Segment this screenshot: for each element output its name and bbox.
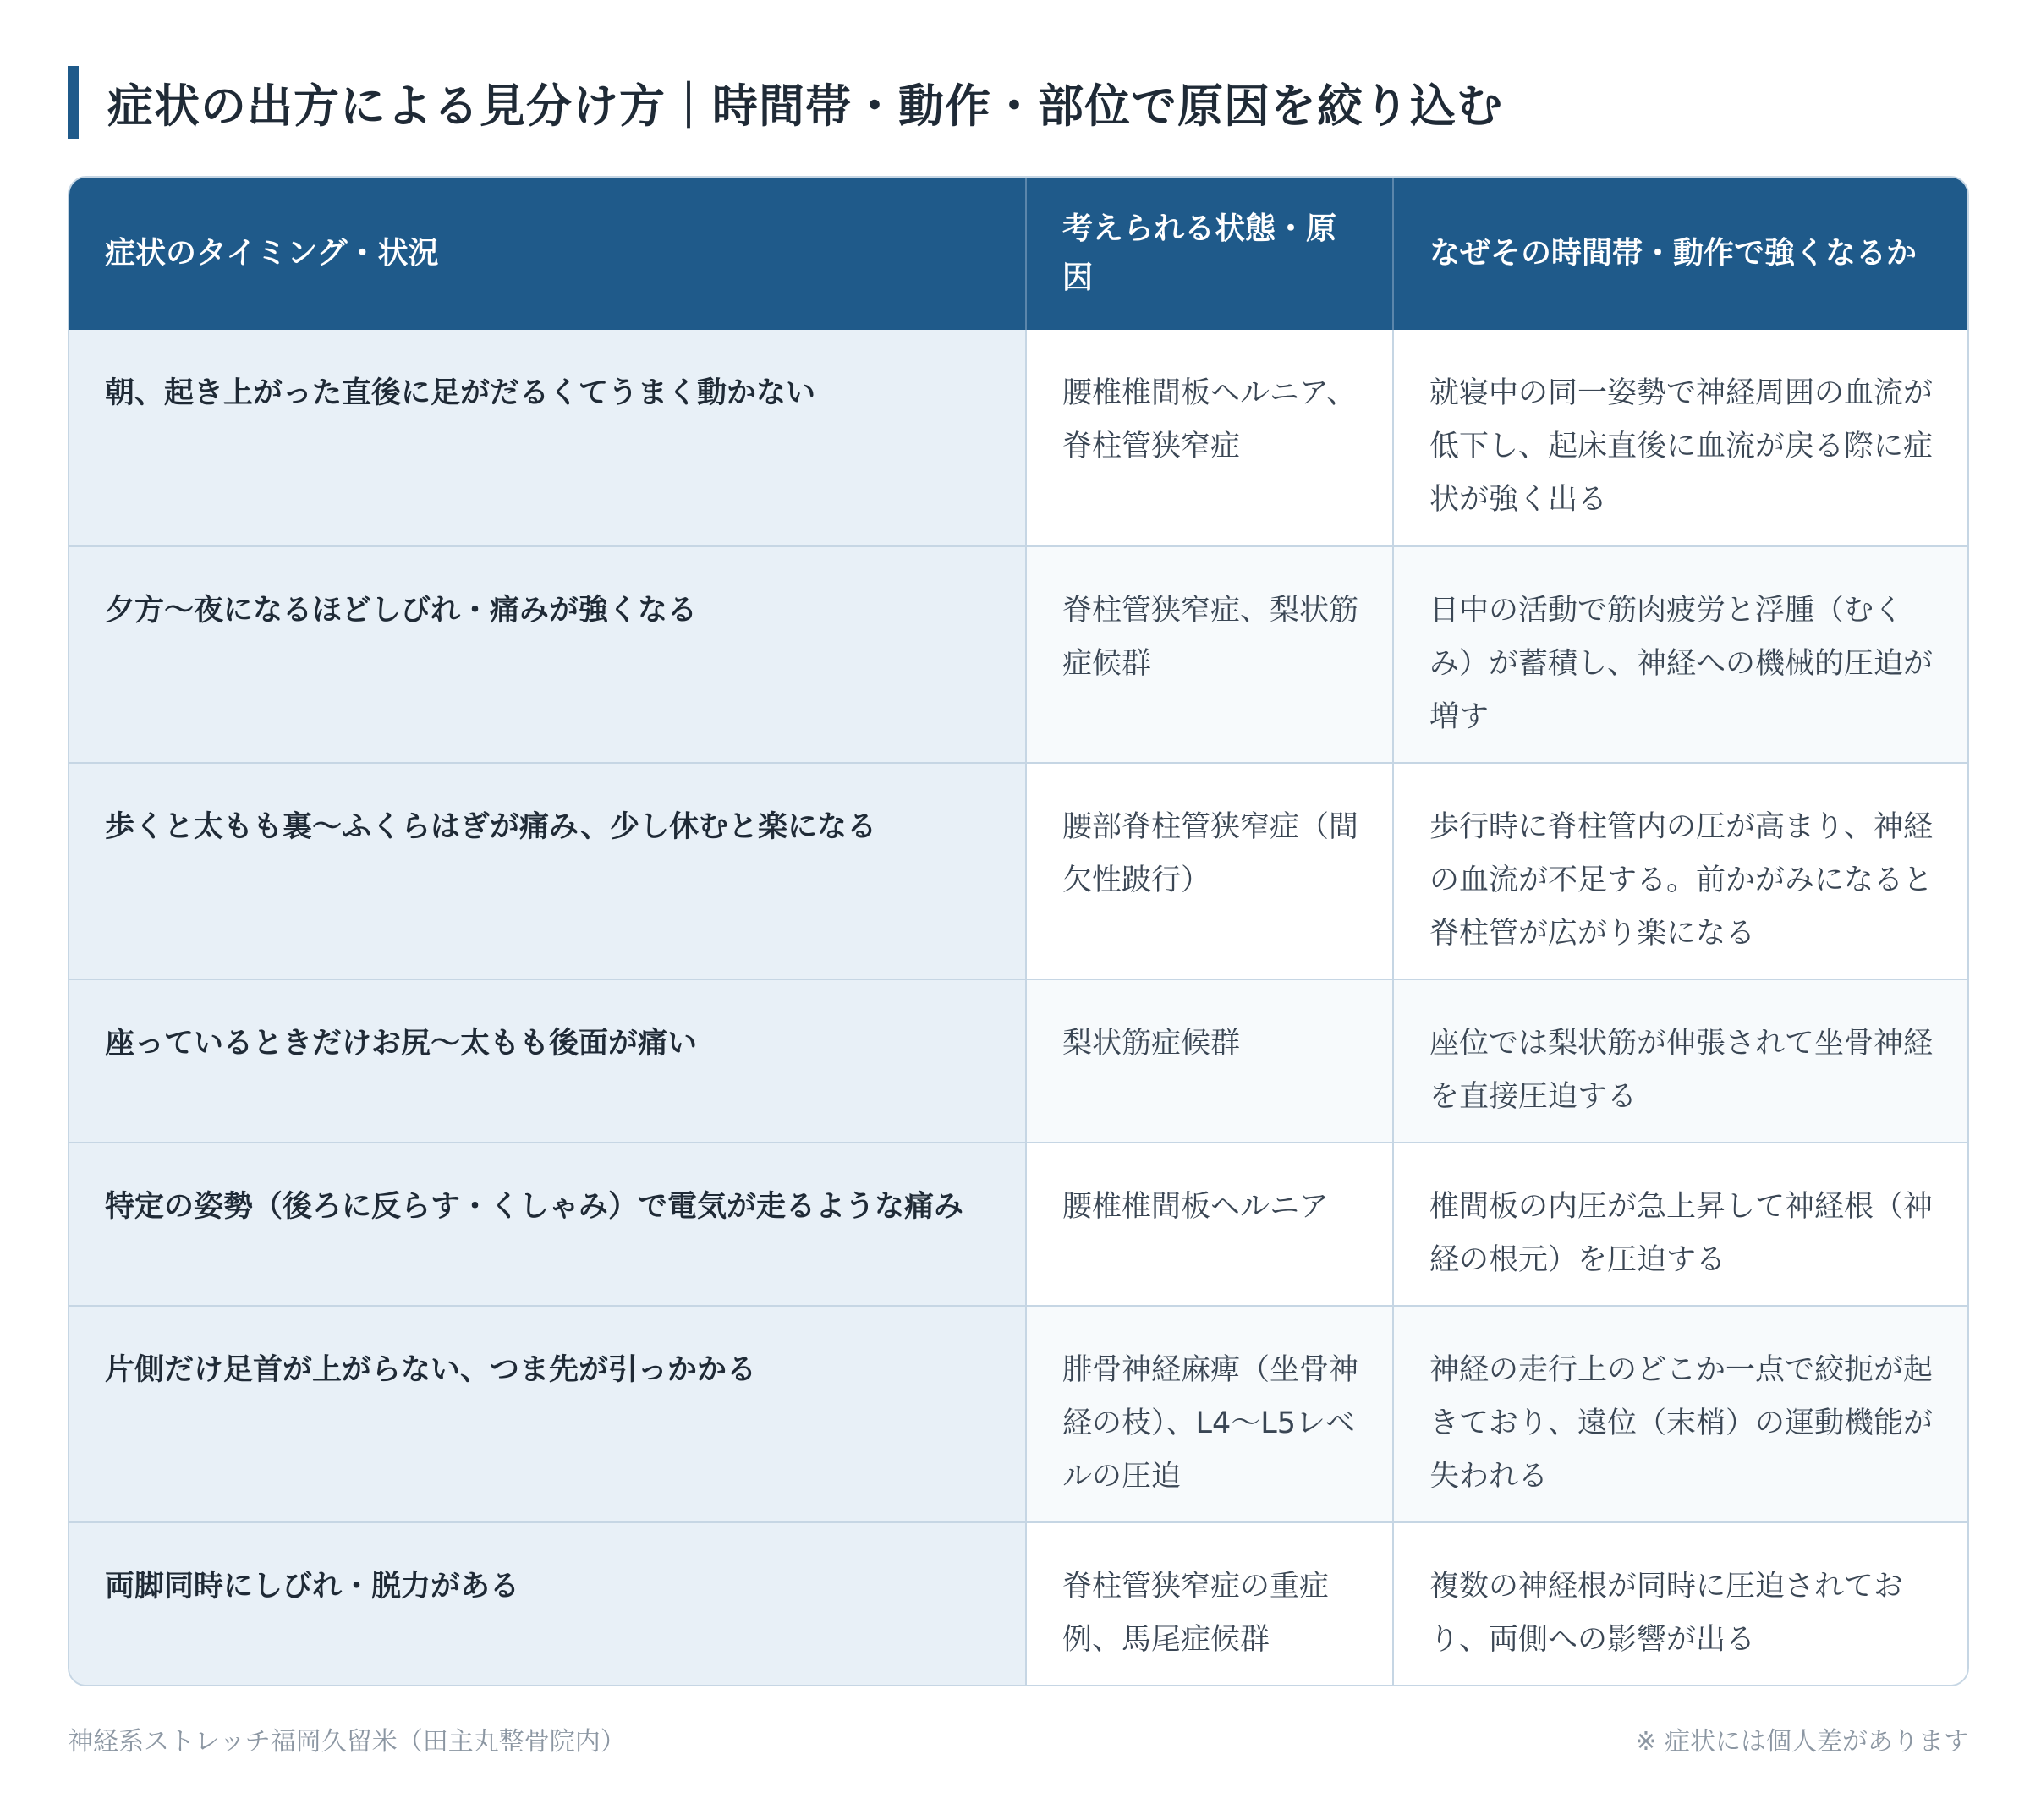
title-accent-bar [68,66,79,139]
footer-note: ※ 症状には個人差があります [1635,1727,1969,1757]
table-row [69,1522,1967,1686]
cause-cell: 脊柱管狭窄症、梨状筋症候群 [1026,546,1393,763]
table-row [69,1306,1967,1522]
reason-cell: 神経の走行上のどこか一点で絞扼が起きており、遠位（末梢）の運動機能が失われる [1393,1306,1967,1522]
footer-source: 神経系ストレッチ福岡久留米（田主丸整骨院内） [68,1727,626,1757]
cause-cell: 腓骨神経麻痺（坐骨神経の枝）、L4〜L5レベルの圧迫 [1026,1306,1393,1522]
symptom-cell: 片側だけ足首が上がらない、つま先が引っかかる [69,1306,1026,1522]
table-row [69,546,1967,763]
table-header [69,178,1967,330]
symptom-cell: 歩くと太もも裏〜ふくらはぎが痛み、少し休むと楽になる [69,763,1026,979]
symptom-table [69,178,1967,1686]
symptom-cell: 特定の姿勢（後ろに反らす・くしゃみ）で電気が走るような痛み [69,1143,1026,1306]
header-symptom: 症状のタイミング・状況 [69,178,1026,330]
table-header-row [69,178,1967,330]
symptom-cell: 夕方〜夜になるほどしびれ・痛みが強くなる [69,546,1026,763]
header-cause: 考えられる状態・原因 [1026,178,1393,330]
cause-cell: 脊柱管狭窄症の重症例、馬尾症候群 [1026,1522,1393,1686]
reason-cell: 複数の神経根が同時に圧迫されており、両側への影響が出る [1393,1522,1967,1686]
page-header [68,66,1503,139]
table-row [69,979,1967,1143]
table-row [69,1143,1967,1306]
symptom-cell: 朝、起き上がった直後に足がだるくてうまく動かない [69,330,1026,546]
reason-cell: 就寝中の同一姿勢で神経周囲の血流が低下し、起床直後に血流が戻る際に症状が強く出る [1393,330,1967,546]
reason-cell: 椎間板の内圧が急上昇して神経根（神経の根元）を圧迫する [1393,1143,1967,1306]
table-body [69,330,1967,1686]
cause-cell: 腰部脊柱管狭窄症（間欠性跛行） [1026,763,1393,979]
reason-cell: 座位では梨状筋が伸張されて坐骨神経を直接圧迫する [1393,979,1967,1143]
reason-cell: 歩行時に脊柱管内の圧が高まり、神経の血流が不足する。前かがみになると脊柱管が広がり楽になる [1393,763,1967,979]
cause-cell: 梨状筋症候群 [1026,979,1393,1143]
symptom-table-card [68,176,1969,1686]
reason-cell: 日中の活動で筋肉疲労と浮腫（むくみ）が蓄積し、神経への機械的圧迫が増す [1393,546,1967,763]
table-row [69,330,1967,546]
cause-cell: 腰椎椎間板ヘルニア、脊柱管狭窄症 [1026,330,1393,546]
cause-cell: 腰椎椎間板ヘルニア [1026,1143,1393,1306]
header-reason: なぜその時間帯・動作で強くなるか [1393,178,1967,330]
symptom-cell: 座っているときだけお尻〜太もも後面が痛い [69,979,1026,1143]
symptom-cell: 両脚同時にしびれ・脱力がある [69,1522,1026,1686]
table-row [69,763,1967,979]
page-title: 症状の出方による見分け方｜時間帯・動作・部位で原因を絞り込む [107,79,1503,133]
